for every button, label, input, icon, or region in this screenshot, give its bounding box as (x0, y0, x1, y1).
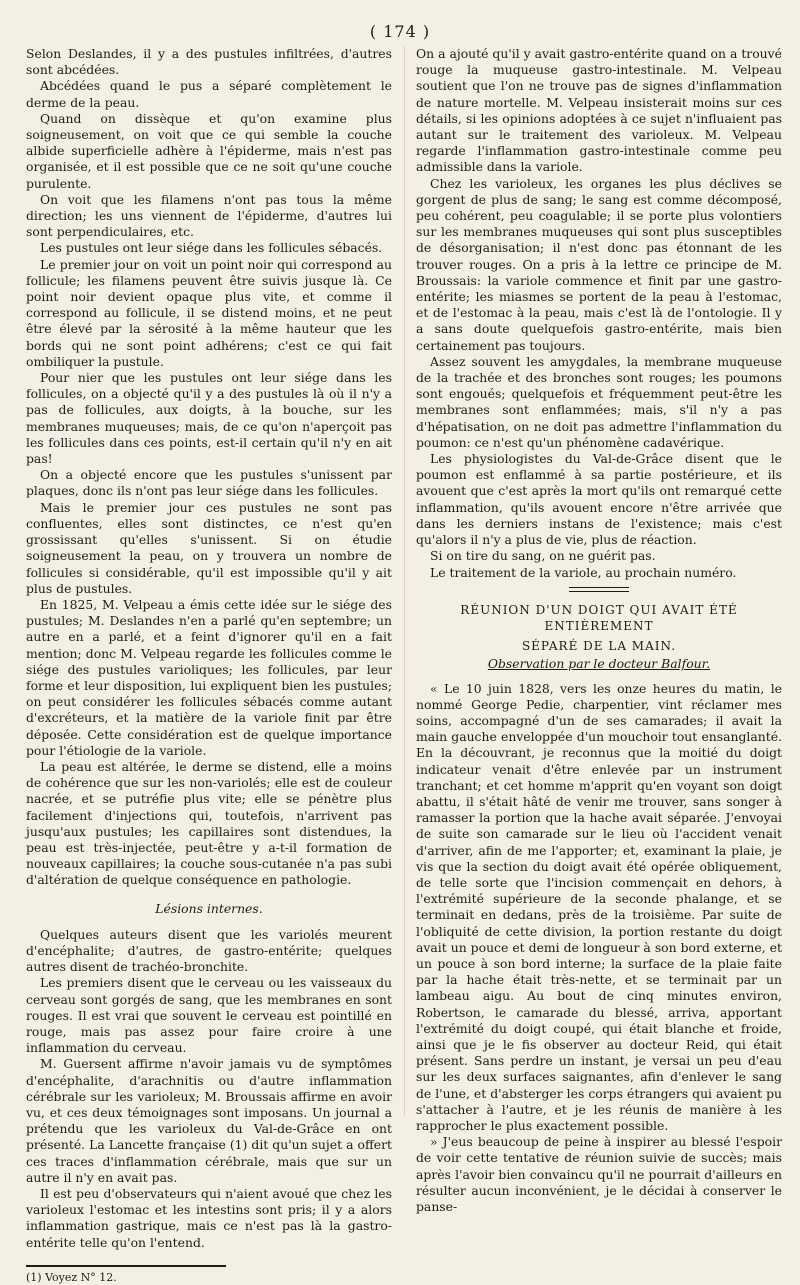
paragraph: En 1825, M. Velpeau a émis cette idée sur le siége des pustules; M. Deslandes n'en a parlé qu'en septembre; un autre en a parlé, et a feint d'ignorer qu'il en a fait mention; donc M. Velpeau regarde les follicules comme le siége des pustules varioliques; les follicules, par leur forme et leur disposition, lui expliquent bien les pustules; on peut considérer les follicules sébacés comme autant d'excréteurs, et la matière de la variole finit par être déposée. Cette considération est de quelque importance pour l'étiologie de la variole. (26, 596, 392, 758)
paragraph: Les premiers disent que le cerveau ou les vaisseaux du cerveau sont gorgés de sang, que les membranes en sont rouges. Il est vrai que souvent le cerveau est pointillé en rouge, mais pas assez pour faire croire à une inflammation du cerveau. (26, 975, 392, 1056)
paragraph: Mais le premier jour ces pustules ne sont pas confluentes, elles sont distinctes, ce n'est qu'en grossissant qu'elles s'unissent. Si on étudie soigneusement la peau, on y trouvera un nombre de follicules si considérable, qu'il est impossible qu'il y ait plus de pustules. (26, 499, 392, 596)
column-separator (404, 46, 405, 1116)
paragraph: Le traitement de la variole, au prochain numéro. (430, 564, 737, 580)
paragraph: Selon Deslandes, il y a des pustules infiltrées, d'autres sont abcédées. (26, 46, 392, 78)
right-column (416, 46, 782, 1215)
paragraph: Le premier jour on voit un point noir qui correspond au follicule; les filamens peuvent être suivis jusque là. Ce point noir devient opaque plus vite, et comme il correspond au follicule, il se distend moins, et ne peut être élevé par la sérosité à la même hauteur que les bords qui ne sont point adhérens; c'est ce qui fait ombiliquer la pustule. (26, 256, 392, 369)
paragraph: Il est peu d'observateurs qui n'aient avoué que chez les varioleux l'estomac et les intestins sont pris; il y a alors inflammation gastrique, mais ce n'est pas là la gastro-entérite telle qu'on l'entend. (26, 1186, 392, 1250)
article-subtitle: Observation par le docteur Balfour. (487, 656, 711, 672)
footnote-rule (26, 1265, 226, 1267)
paragraph: Si on tire du sang, on ne guérit pas. (430, 548, 656, 564)
article-title: SÉPARÉ DE LA MAIN. (521, 639, 677, 654)
paragraph: Assez souvent les amygdales, la membrane muqueuse de la trachée et des bronches sont rouges; les poumons sont engoués; quelquefois et fréquemment peut-être les membranes sont enflammées; mais, s'il n'y a pas d'hépatisation, on ne doit pas admettre l'inflammation du poumon: ce n'est qu'un phénomène cadavérique. (416, 353, 782, 450)
section-heading: Lésions internes. (155, 900, 263, 916)
paragraph: On a objecté encore que les pustules s'unissent par plaques, donc ils n'ont pas leur siége dans les follicules. (26, 467, 392, 499)
page-number: ( 174 ) (369, 22, 431, 41)
paragraph: Les physiologistes du Val-de-Grâce disent que le poumon est enflammé à sa partie postérieure, et ils avouent que c'est après la mort qu'ils ont remarqué cette inflammation, qu'ils avouent encore n'être arrivée que dans les derniers instans de l'existence; mais c'est qu'alors il n'y a plus de vie, plus de réaction. (416, 451, 782, 548)
paragraph: Pour nier que les pustules ont leur siége dans les follicules, on a objecté qu'il y a des pustules là où il n'y a pas de follicules, aux doigts, à la bouche, sur les membranes muqueuses; mais, de ce qu'on n'aperçoit pas les follicules dans ces points, est-il certain qu'il n'y en ait pas! (26, 370, 392, 467)
ornamental-divider (569, 587, 629, 592)
paragraph: Abcédées quand le pus a séparé complètement le derme de la peau. (26, 78, 392, 110)
paragraph: M. Guersent affirme n'avoir jamais vu de symptômes d'encéphalite, d'arachnitis ou d'autre inflammation cérébrale sur les varioleux; M. Broussais affirme en avoir vu, et ces deux témoignages sont imposans. Un journal a prétendu que les varioleux du Val-de-Grâce en ont présenté. La Lancette française (1) dit qu'un sujet a offert ces traces d'inflammation cérébrale, mais que sur un autre il n'y en avait pas. (26, 1056, 392, 1185)
paragraph: On voit que les filamens n'ont pas tous la même direction; les uns viennent de l'épiderme, d'autres lui sont perpendiculaires, etc. (26, 191, 392, 240)
article-title: RÉUNION D'UN DOIGT QUI AVAIT ÉTÉ ENTIÈREMENT (460, 602, 738, 633)
paragraph: La peau est altérée, le derme se distend, elle a moins de cohérence que sur les non-variolés; elle est de couleur nacrée, et se putréfie plus vite; elle se pénètre plus facilement d'injections qui, toutefois, n'arrivent pas jusqu'aux pustules; les capillaires sont distendues, la peau est très-injectée, peut-être y a-t-il formation de nouveaux capillaires; la couche sous-cutanée n'a pas subi d'altération de quelque conséquence en pathologie. (26, 758, 392, 888)
footnote: (1) Voyez N° 12. (26, 1270, 117, 1284)
paragraph: » J'eus beaucoup de peine à inspirer au blessé l'espoir de voir cette tentative de réunion suivie de succès; mais après l'avoir bien convaincu qu'il ne pourrait d'ailleurs en résulter aucun inconvénient, je le décidai à conserver le panse- (416, 1134, 782, 1215)
paragraph: Quelques auteurs disent que les variolés meurent d'encéphalite; d'autres, de gastro-entérite; quelques autres disent de trachéo-bronchite. (26, 926, 392, 975)
paragraph: Les pustules ont leur siége dans les follicules sébacés. (40, 240, 383, 256)
left-column (26, 46, 392, 1285)
paragraph: Quand on dissèque et qu'on examine plus soigneusement, on voit que ce qui semble la couche albide superficielle adhère à l'épiderme, mais n'est pas organisée, et il est possible que ce ne soit qu'une couche purulente. (26, 110, 392, 191)
paragraph: « Le 10 juin 1828, vers les onze heures du matin, le nommé George Pedie, charpentier, vint réclamer mes soins, accompagné d'un de ses camarades; il avait la main gauche enveloppée d'un mouchoir tout ensanglanté. En la découvrant, je reconnus que la moitié du doigt indicateur venait d'être enlevée par un instrument tranchant; et cet homme m'apprit qu'en voyant son doigt abattu, il s'était hâté de venir me trouver, sans songer à ramasser la portion que la hache avait séparée. J'envoyai de suite son camarade sur le lieu où l'accident venait d'arriver, afin de me l'apporter; et, examinant la plaie, je vis que la section du doigt avait été opérée obliquement, de telle sorte que l'incision commençait en dehors, à l'extrémité supérieure de la seconde phalange, et se terminait en dedans, près de la troisième. Par suite de l'obliquité de cette division, la portion restante du doigt avait un pouce et demi de longueur à son bord externe, et un pouce à son bord interne; la surface de la plaie faite par la hache était très-nette, et se terminait par un lambeau aigu. Au bout de cinq minutes environ, Robertson, le camarade du blessé, arriva, apportant l'extrémité du doigt coupé, qui était blanche et froide, ainsi que je le fis observer au docteur Reid, qui était présent. Sans perdre un instant, je versai un peu d'eau sur les deux surfaces saignantes, afin d'enlever le sang de l'une, et d'absterger les corps étrangers qui avaient pu s'attacher à l'autre, et je les réunis de manière à les rapprocher le plus exactement possible. (416, 680, 782, 1133)
paragraph: On a ajouté qu'il y avait gastro-entérite quand on a trouvé rouge la muqueuse gastro-intestinale. M. Velpeau soutient que l'on ne trouve pas de signes d'inflammation de nature mortelle. M. Velpeau insisterait moins sur ces détails, si les opinions adoptées à ce sujet n'influaient pas autant sur le traitement des varioleux. M. Velpeau regarde l'inflammation gastro-intestinale comme peu admissible dans la variole. (416, 46, 782, 175)
paragraph: Chez les varioleux, les organes les plus déclives se gorgent de plus de sang; le sang est comme décomposé, peu cohérent, peu coagulable; il se porte plus volontiers sur les membranes muqueuses qui sont plus susceptibles de désorganisation; il n'est donc pas étonnant de les trouver rouges. On a pris à la lettre ce principe de M. Broussais: la variole commence et finit par une gastro-entérite; les miasmes se portent de la peau à l'estomac, et de l'estomac à la peau, mais c'est là de l'ontologie. Il y a sans doute quelquefois gastro-entérite, mais bien certainement pas toujours. (416, 175, 782, 353)
